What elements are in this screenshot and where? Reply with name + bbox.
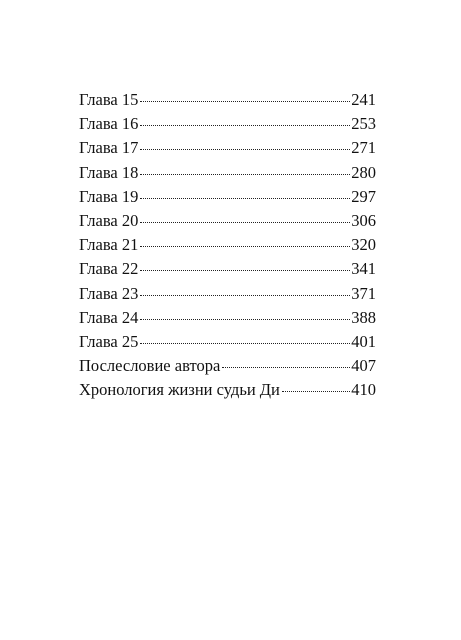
toc-entry-title: Глава 18 — [79, 162, 139, 182]
toc-entry-page: 407 — [351, 356, 376, 376]
toc-entry-title: Глава 19 — [79, 186, 139, 206]
toc-entry-page: 297 — [351, 186, 376, 206]
dot-leader — [222, 367, 350, 368]
dot-leader — [140, 270, 350, 271]
toc-entry-title: Глава 22 — [79, 259, 139, 279]
toc-entry — [79, 378, 376, 402]
toc-entry — [79, 282, 376, 306]
toc-entry — [79, 161, 376, 185]
toc-entry — [79, 306, 376, 330]
toc-entry-title: Хронология жизни судьи Ди — [79, 380, 280, 400]
dot-leader — [140, 125, 350, 126]
toc-entry-page: 371 — [351, 283, 376, 303]
dot-leader — [140, 198, 350, 199]
toc-entry-page: 306 — [351, 210, 376, 230]
toc-entry-page: 410 — [351, 380, 376, 400]
dot-leader — [140, 246, 350, 247]
toc-entry-title: Глава 16 — [79, 114, 139, 134]
toc-entry-page: 341 — [351, 259, 376, 279]
toc-entry — [79, 136, 376, 160]
toc-entry-title: Глава 23 — [79, 283, 139, 303]
dot-leader — [140, 343, 350, 344]
dot-leader — [140, 149, 350, 150]
table-of-contents — [79, 88, 376, 402]
toc-entry-page: 241 — [351, 90, 376, 109]
toc-entry-page: 280 — [351, 162, 376, 182]
toc-entry-page: 271 — [351, 138, 376, 158]
toc-entry-page: 401 — [351, 331, 376, 351]
dot-leader — [140, 222, 350, 223]
toc-entry-page: 253 — [351, 114, 376, 134]
dot-leader — [140, 295, 350, 296]
toc-entry — [79, 112, 376, 136]
toc-entry — [79, 257, 376, 281]
toc-entry-title: Глава 25 — [79, 331, 139, 351]
dot-leader — [282, 391, 350, 392]
dot-leader — [140, 319, 350, 320]
toc-entry-title: Глава 21 — [79, 235, 139, 255]
toc-entry-title: Глава 20 — [79, 210, 139, 230]
toc-entry-page: 388 — [351, 307, 376, 327]
dot-leader — [140, 101, 350, 102]
toc-entry-title: Послесловие автора — [79, 356, 221, 376]
toc-entry-title: Глава 17 — [79, 138, 139, 158]
toc-entry-page: 320 — [351, 235, 376, 255]
toc-entry — [79, 185, 376, 209]
toc-entry — [79, 209, 376, 233]
toc-entry — [79, 354, 376, 378]
toc-entry-title: Глава 24 — [79, 307, 139, 327]
toc-entry — [79, 233, 376, 257]
toc-entry — [79, 330, 376, 354]
toc-entry — [79, 88, 376, 112]
toc-entry-title: Глава 15 — [79, 90, 139, 109]
dot-leader — [140, 174, 350, 175]
